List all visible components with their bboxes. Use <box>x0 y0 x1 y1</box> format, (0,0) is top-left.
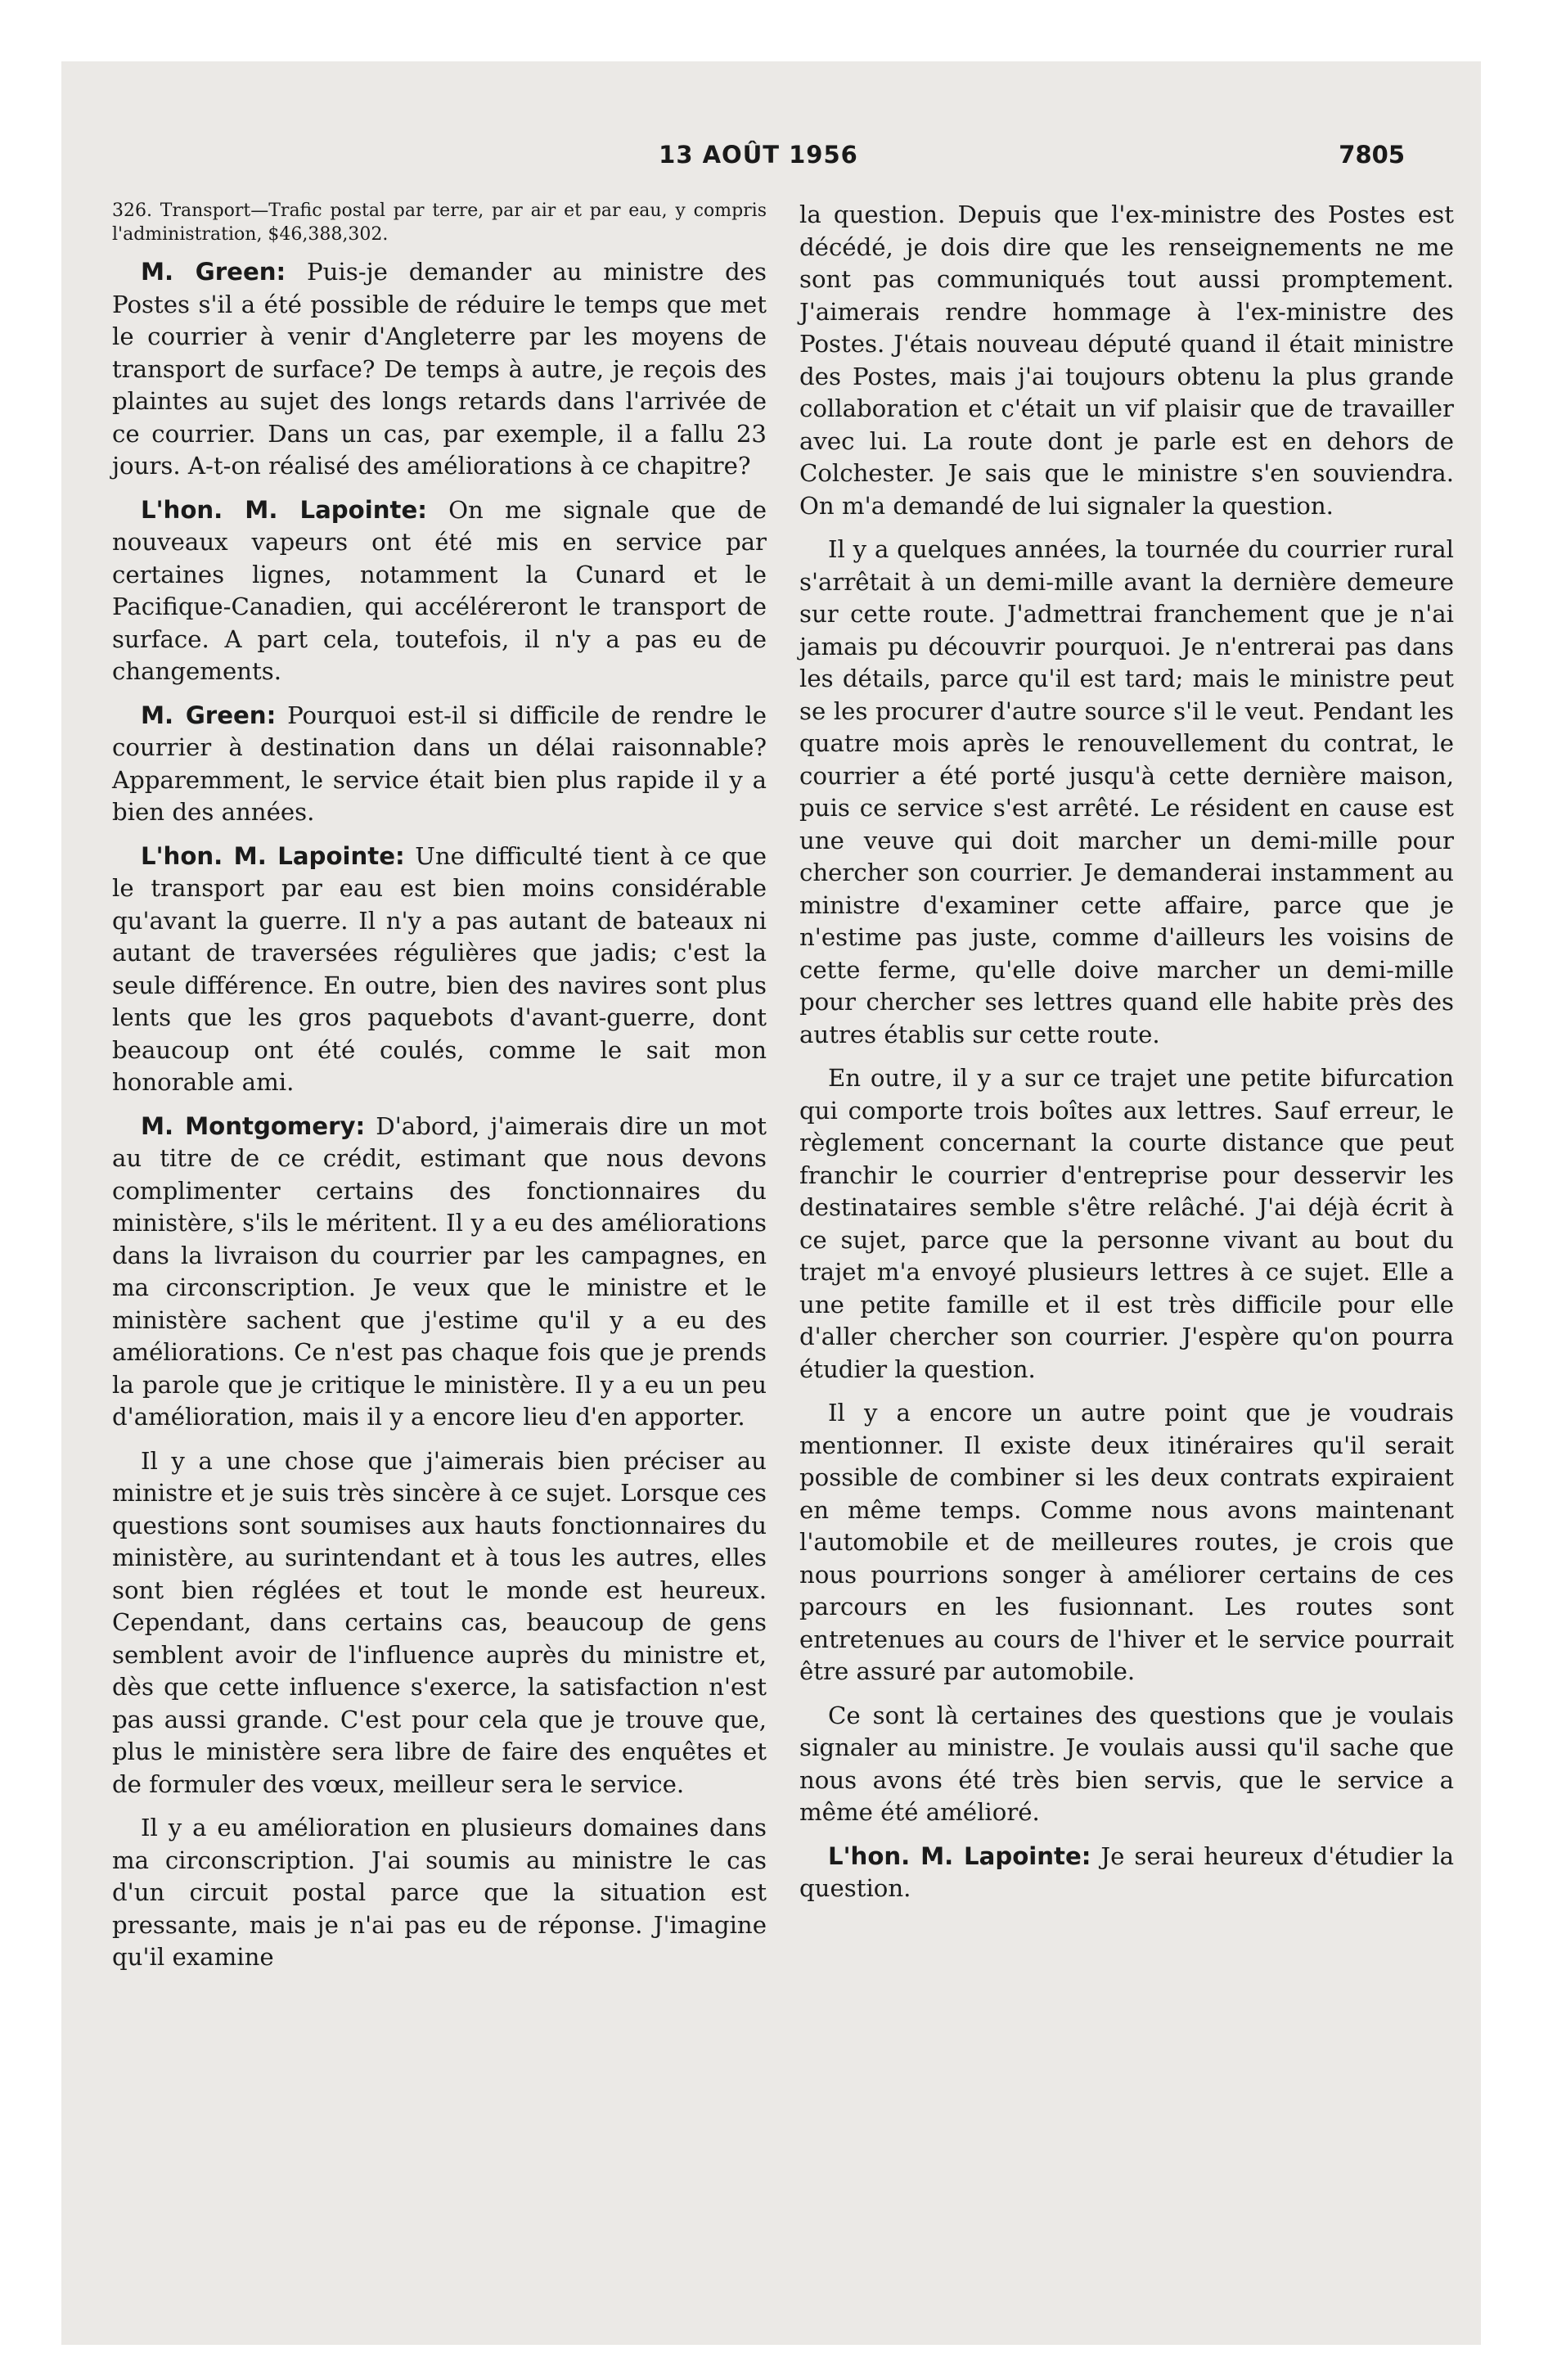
paragraph: Il y a encore un autre point que je voudrais mentionner. Il existe deux itinéraires qu'il serait possible de combiner si les deux contrats expiraient en même temps. Comme nous avons maintenant l'automobile et de meilleures routes, je crois que nous pourrions songer à améliorer certains de ces parcours en les fusionnant. Les routes sont entretenues au cours de l'hiver et le service pourrait être assuré par automobile. <box>799 1399 1454 1685</box>
speech-text: Je serai heureux d'étudier la question. <box>799 1841 1454 1902</box>
paragraph: Ce sont là certaines des questions que je voulais signaler au ministre. Je voulais aussi qu'il sache que nous avons été très bien servis, que le service a même été amélioré. <box>799 1701 1454 1826</box>
speech-text: Une difficulté tient à ce que le transport par eau est bien moins considérable qu'avant la guerre. Il n'y a pas autant de bateaux ni autant de traversées régulières que jadis; c'est la seule différence. En outre, bien des navires sont plus lents que les gros paquebots d'avant-guerre, dont beaucoup ont été coulés, comme le sait mon honorable ami. <box>112 841 767 1096</box>
paragraph: Il y a eu amélioration en plusieurs domaines dans ma circonscription. J'ai soumis au ministre le cas d'un circuit postal parce que la situation est pressante, mais je n'ai pas eu de réponse. J'imagine qu'il examine <box>112 1814 767 1971</box>
paragraph <box>112 1111 767 1434</box>
speaker-name: L'hon. M. Lapointe: <box>828 1841 1091 1870</box>
right-column <box>799 199 1454 1917</box>
header-date: 13 AOÛT 1956 <box>659 141 858 169</box>
speech-text: Puis-je demander au ministre des Postes s'il a été possible de réduire le temps que met le courrier à venir d'Angleterre par les moyens de transport de surface? De temps à autre, je reçois des plaintes au sujet des longs retards dans l'arrivée de ce courrier. Dans un cas, par exemple, il a fallu 23 jours. A-t-on réalisé des améliorations à ce chapitre? <box>112 258 767 480</box>
speaker-name: M. Montgomery: <box>141 1111 366 1140</box>
paragraph <box>799 1841 1454 1905</box>
speech-text: On me signale que de nouveaux vapeurs ont été mis en service par certaines lignes, notamment la Cunard et le Pacifique-Canadien, qui accéléreront le transport de surface. A part cela, toutefois, il n'y a pas eu de changements. <box>112 495 767 685</box>
speaker-name: L'hon. M. Lapointe: <box>141 841 405 870</box>
page-header <box>112 141 1405 174</box>
speech-text: D'abord, j'aimerais dire un mot au titre de ce crédit, estimant que nous devons complimenter certains des fonctionnaires du ministère, s'ils le méritent. Il y a eu des améliorations dans la livraison du courrier par les campagnes, en ma circonscription. Je veux que le ministre et le ministère sachent que j'estime qu'il y a eu des améliorations. Ce n'est pas chaque fois que je prends la parole que je critique le ministère. Il y a eu un peu d'amélioration, mais il y a encore lieu d'en apporter. <box>112 1111 767 1431</box>
paragraph <box>112 256 767 483</box>
paragraph <box>112 494 767 688</box>
speech-text: Pourquoi est-il si difficile de rendre le courrier à destination dans un délai raisonnable? Apparemment, le service était bien plus rapide il y a bien des années. <box>112 701 767 826</box>
speaker-name: L'hon. M. Lapointe: <box>141 495 427 524</box>
paragraph: Il y a quelques années, la tournée du courrier rural s'arrêtait à un demi-mille avant la dernière demeure sur cette route. J'admettrai franchement que je n'ai jamais pu découvrir pourquoi. Je n'entrerai pas dans les détails, parce qu'il est tard; mais le ministre peut se les procurer d'autre source s'il le veut. Pendant les quatre mois après le renouvellement du contrat, le courrier a été porté jusqu'à cette dernière maison, puis ce service s'est arrêté. Le résident en cause est une veuve qui doit marcher un demi-mille pour chercher son courrier. Je demanderai instamment au ministre d'examiner cette affaire, parce que je n'estime pas juste, comme d'ailleurs les voisins de cette ferme, qu'elle doive marcher un demi-mille pour chercher ses lettres quand elle habite près des autres établis sur cette route. <box>799 535 1454 1048</box>
paragraph: la question. Depuis que l'ex-ministre des Postes est décédé, je dois dire que les renseignements ne me sont pas communiqués tout aussi promptement. J'aimerais rendre hommage à l'ex-ministre des Postes. J'étais nouveau député quand il était ministre des Postes, mais j'ai toujours obtenu la plus grande collaboration et c'était un vif plaisir que de travailler avec lui. La route dont je parle est en dehors de Colchester. Je sais que le ministre s'en souviendra. On m'a demandé de lui signaler la question. <box>799 201 1454 520</box>
speaker-name: M. Green: <box>141 258 286 286</box>
left-column <box>112 199 767 1986</box>
page-number: 7805 <box>1339 141 1405 169</box>
speaker-name: M. Green: <box>141 701 277 729</box>
paragraph <box>112 841 767 1099</box>
budget-item: 326. Transport—Trafic postal par terre, par air et par eau, y compris l'administration, $46,388,302. <box>112 201 767 245</box>
paragraph: En outre, il y a sur ce trajet une petite bifurcation qui comporte trois boîtes aux lettres. Sauf erreur, le règlement concernant la courte distance que peut franchir le courrier d'entreprise pour desservir les destinataires semble s'être relâché. J'ai déjà écrit à ce sujet, parce que la personne vivant au bout du trajet m'a envoyé plusieurs lettres à ce sujet. Elle a une petite famille et il est très difficile pour elle d'aller chercher son courrier. J'espère qu'on pourra étudier la question. <box>799 1064 1454 1383</box>
paragraph <box>112 700 767 829</box>
paragraph: Il y a une chose que j'aimerais bien préciser au ministre et je suis très sincère à ce sujet. Lorsque ces questions sont soumises aux hauts fonctionnaires du ministère, au surintendant et à tous les autres, elles sont bien réglées et tout le monde est heureux. Cependant, dans certains cas, beaucoup de gens semblent avoir de l'influence auprès du ministre et, dès que cette influence s'exerce, la satisfaction n'est pas aussi grande. C'est pour cela que je trouve que, plus le ministère sera libre de faire des enquêtes et de formuler des vœux, meilleur sera le service. <box>112 1446 767 1798</box>
